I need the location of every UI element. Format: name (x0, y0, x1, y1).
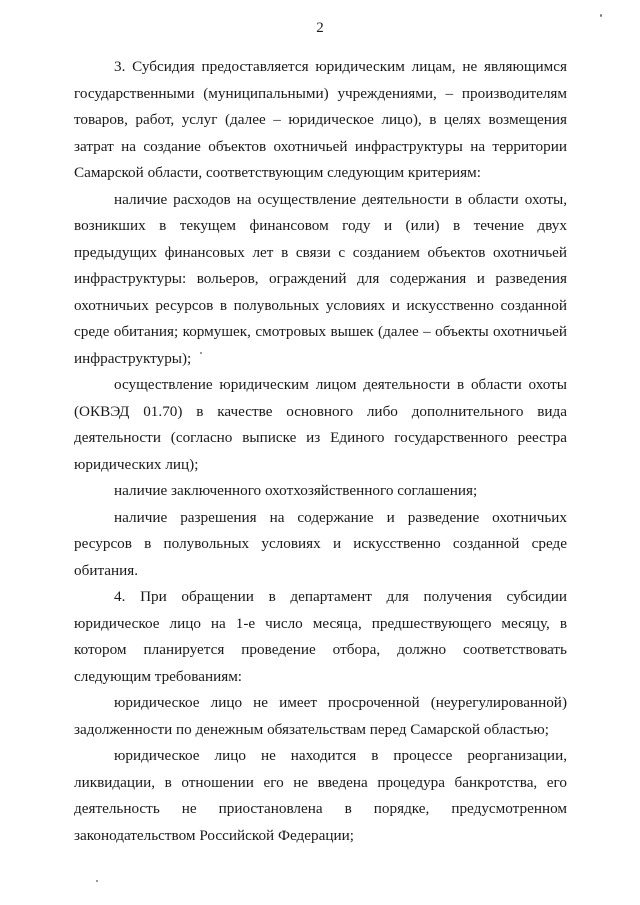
text-line: среде обитания; кормушек, смотровых вышек (далее – объекты охотничьей (74, 323, 567, 340)
scan-speck (96, 880, 98, 882)
paragraph-3-subsidy-recipients (74, 54, 567, 187)
text-line: (ОКВЭД 01.70) в качестве основного либо дополнительного вида (74, 402, 567, 420)
text-line: юридическое лицо не имеет просроченной (неурегулированной) (114, 694, 567, 711)
text-line: наличие разрешения на содержание и разведение охотничьих (114, 508, 567, 526)
text-line: предыдущих финансовых лет в связи с созданием объектов охотничьей (74, 243, 567, 261)
scan-speck (200, 352, 202, 354)
text-line: возникших в текущем финансовом году и (или) в течение двух (74, 217, 567, 234)
criterion-okved-activity (74, 372, 567, 478)
requirement-no-reorganization (74, 743, 567, 849)
text-line: деятельности (согласно выписке из Единого государственного реестра (74, 429, 567, 446)
text-line: инфраструктуры); (74, 349, 192, 367)
text-line: ресурсов в полувольных условиях и искусственно созданной среде (74, 535, 567, 552)
text-line: обитания. (74, 561, 139, 579)
text-line: осуществление юридическим лицом деятельности в области охоты (114, 376, 567, 393)
text-line: наличие заключенного охотхозяйственного соглашения; (114, 482, 478, 499)
text-line: инфраструктуры: вольеров, ограждений для содержания и разведения (74, 270, 567, 287)
text-line: юридических лиц); (74, 455, 199, 473)
text-line: Самарской области, соответствующим следующим критериям: (74, 164, 481, 181)
text-line: юридическое лицо на 1-е число месяца, предшествующего месяцу, в (74, 614, 567, 632)
requirement-no-overdue-debt (74, 690, 567, 743)
text-line: котором планируется проведение отбора, должно соответствовать (74, 641, 567, 658)
document-body (74, 54, 567, 849)
text-line: затрат на создание объектов охотничьей инфраструктуры на территории (74, 137, 567, 155)
scan-speck (600, 14, 602, 17)
text-line: государственными (муниципальными) учреждениями, – производителям (74, 84, 567, 102)
text-line: юридическое лицо не находится в процессе реорганизации, (114, 747, 567, 764)
criterion-expenses (74, 187, 567, 373)
text-line: следующим требованиям: (74, 667, 243, 685)
text-line: ликвидации, в отношении его не введена процедура банкротства, его (74, 773, 567, 791)
text-line: законодательством Российской Федерации; (74, 826, 354, 844)
page-number: 2 (316, 20, 324, 36)
text-line: охотничьих ресурсов в полувольных условиях и искусственно созданной (74, 296, 567, 314)
text-line: наличие расходов на осуществление деятельности в области охоты, (114, 190, 567, 208)
criterion-hunting-agreement (74, 478, 567, 505)
text-line: задолженности по денежным обязательствам перед Самарской областью; (74, 720, 549, 738)
paragraph-4-requirements (74, 584, 567, 690)
text-line: 4. При обращении в департамент для получения субсидии (114, 588, 567, 605)
text-line: 3. Субсидия предоставляется юридическим лицам, не являющимся (114, 58, 567, 75)
text-line: товаров, работ, услуг (далее – юридическое лицо), в целях возмещения (74, 111, 567, 128)
criterion-breeding-permit (74, 505, 567, 585)
text-line: деятельность не приостановлена в порядке, предусмотренном (74, 800, 567, 817)
